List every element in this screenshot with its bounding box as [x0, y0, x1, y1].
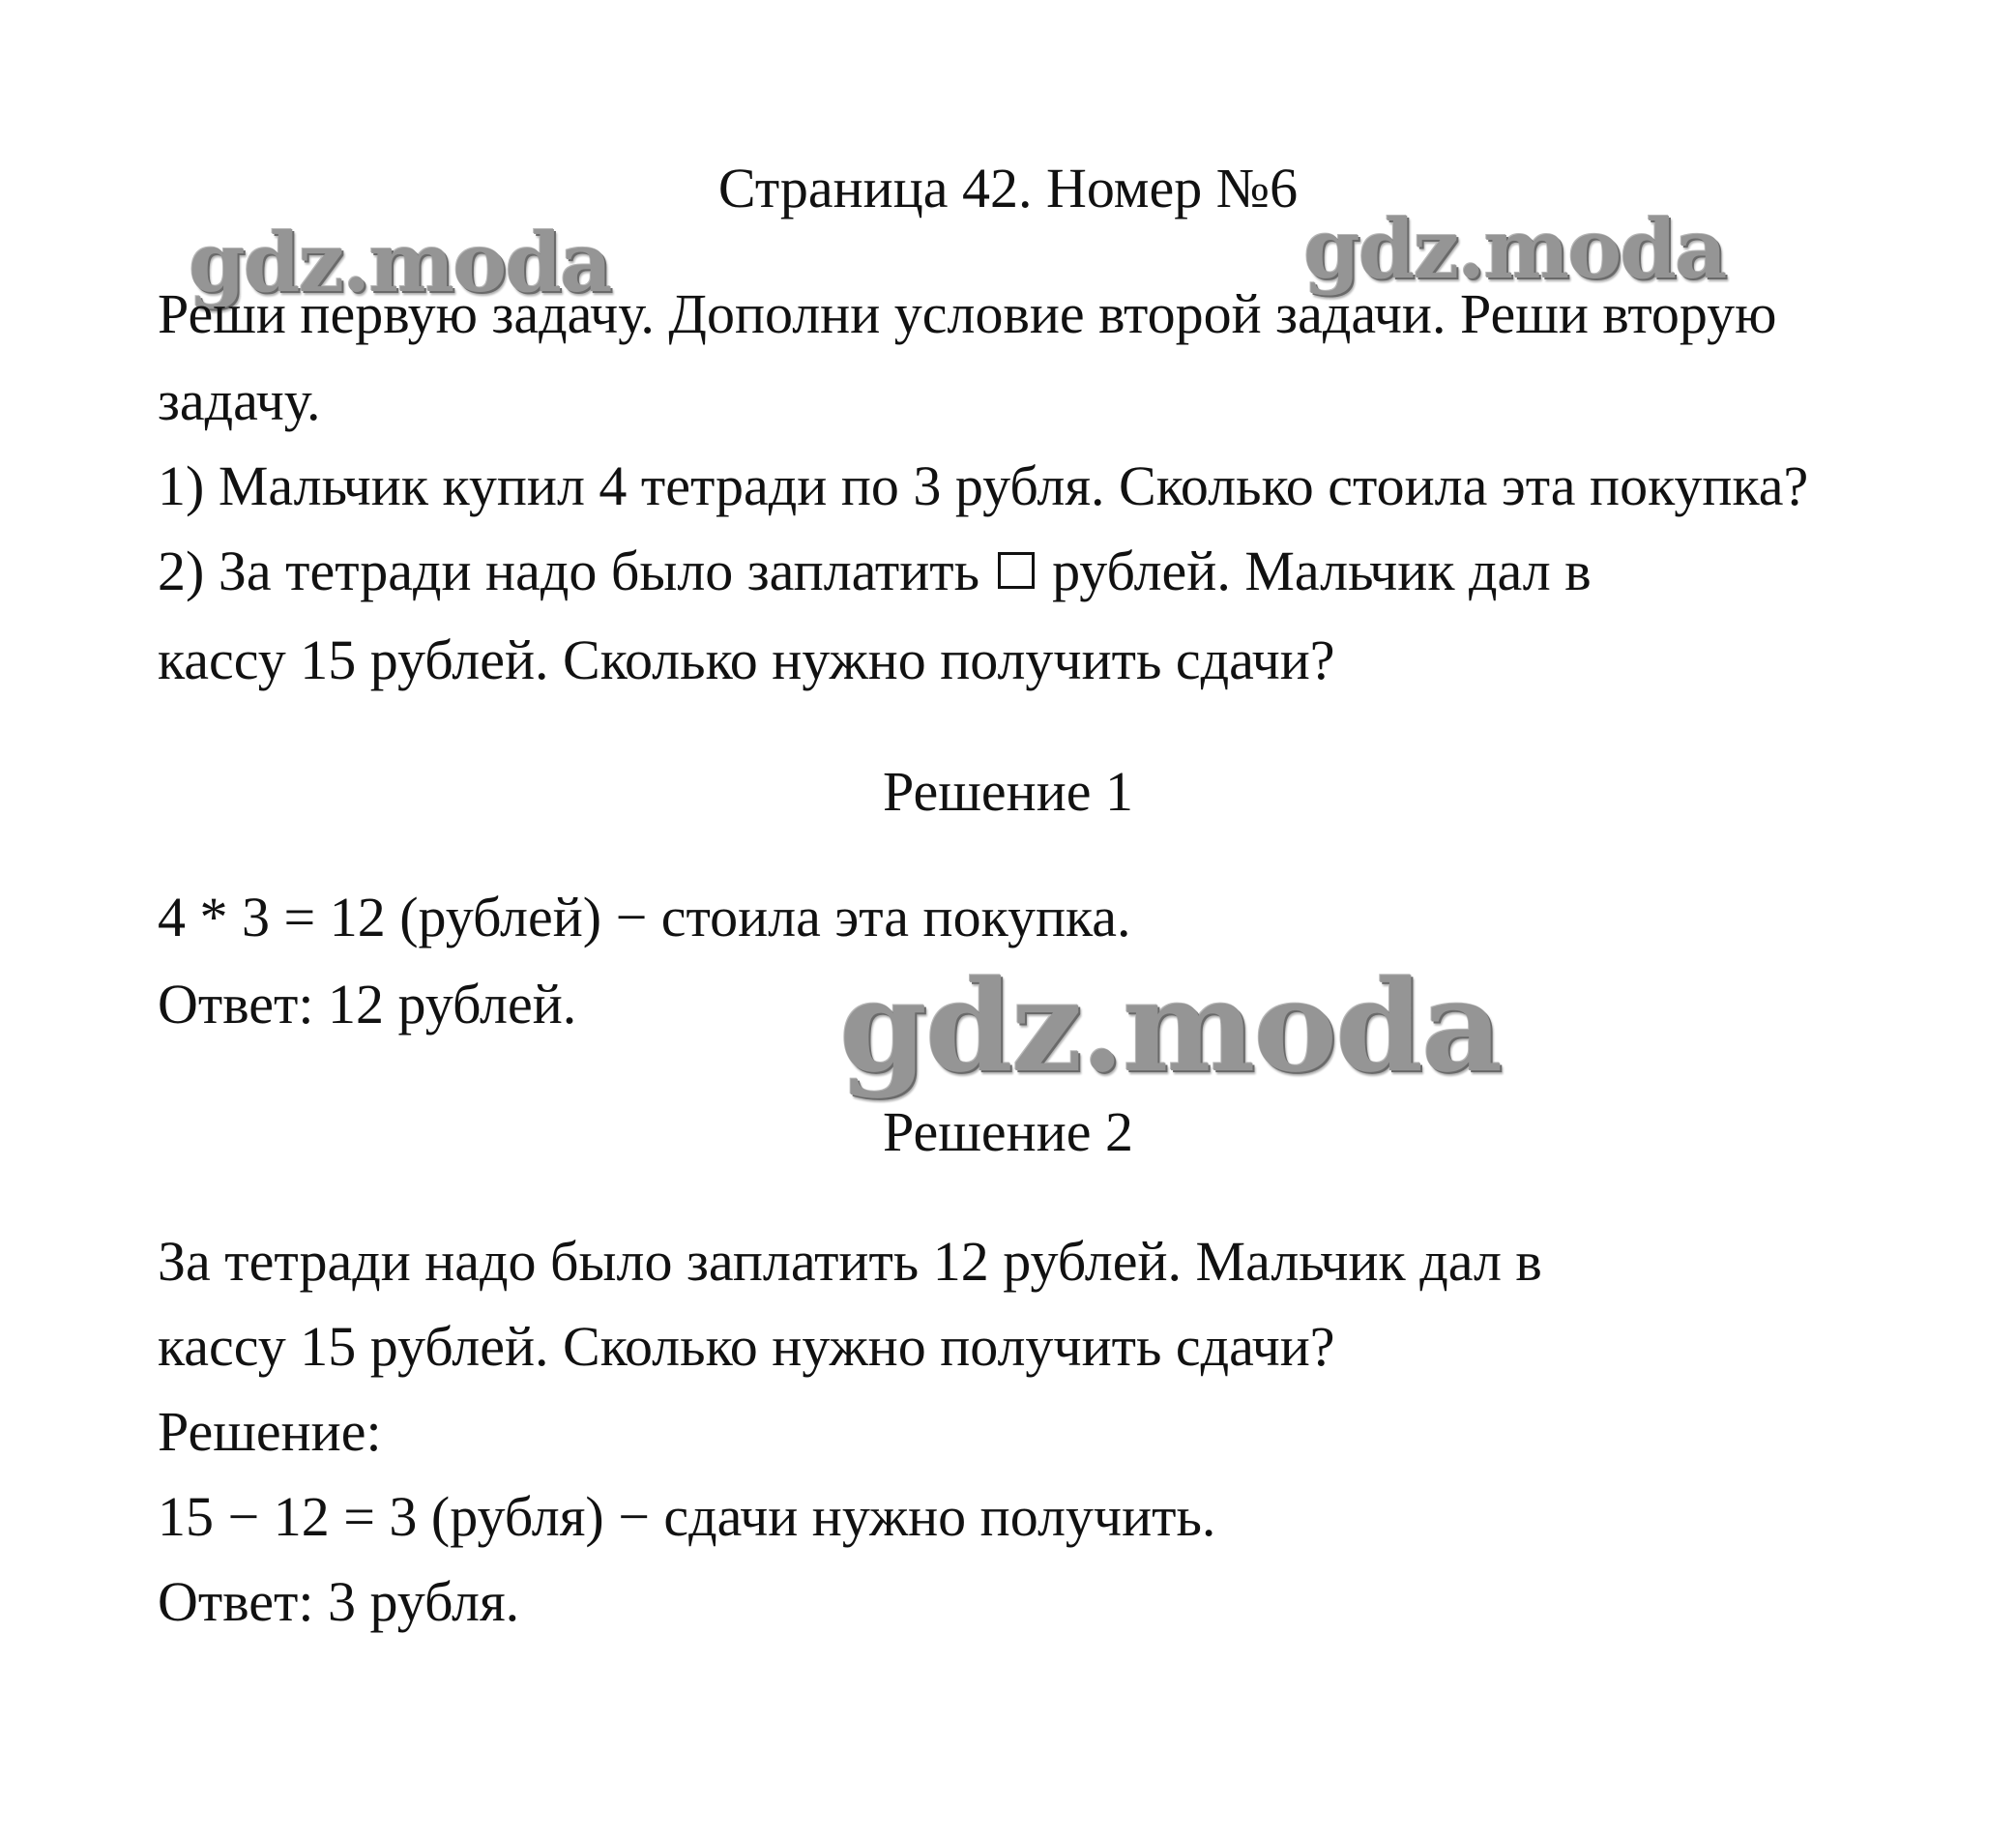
page-title: Страница 42. Номер №6 [717, 157, 1299, 219]
watermark-logo: gdz.moda [1303, 201, 1726, 297]
empty-box-placeholder [998, 552, 1035, 589]
solution-1-answer: Ответ: 12 рублей. [158, 973, 577, 1036]
watermark-logo: gdz.moda [189, 215, 611, 310]
problem-1: 1) Мальчик купил 4 тетради по 3 рубля. Сколько стоила эта покупка? [158, 454, 1809, 517]
solution-1-heading: Решение 1 [883, 760, 1133, 823]
problem-2-text-after-box: рублей. Мальчик дал в [1052, 540, 1592, 602]
solution-2-label: Решение: [158, 1400, 382, 1463]
solution-2-condition-line-1: За тетради надо было заплатить 12 рублей. Мальчик дал в [158, 1230, 1542, 1293]
watermark-logo: gdz.moda [839, 952, 1502, 1100]
task-instruction-line-1: Реши первую задачу. Дополни условие второй задачи. Реши вторую [158, 282, 1777, 345]
solution-2-answer: Ответ: 3 рубля. [158, 1570, 520, 1633]
solution-2-condition-line-2: кассу 15 рублей. Сколько нужно получить сдачи? [158, 1315, 1335, 1378]
task-instruction-line-2: задачу. [158, 369, 321, 432]
solution-2-calculation: 15 − 12 = 3 (рубля) − сдачи нужно получить. [158, 1485, 1216, 1548]
solution-2-heading: Решение 2 [883, 1100, 1133, 1163]
solution-1-calculation: 4 * 3 = 12 (рублей) − стоила эта покупка. [158, 886, 1131, 948]
problem-2-line-1 [158, 540, 1592, 602]
problem-2-line-2: кассу 15 рублей. Сколько нужно получить сдачи? [158, 628, 1335, 691]
problem-2-text-before-box: 2) За тетради надо было заплатить [158, 540, 980, 602]
